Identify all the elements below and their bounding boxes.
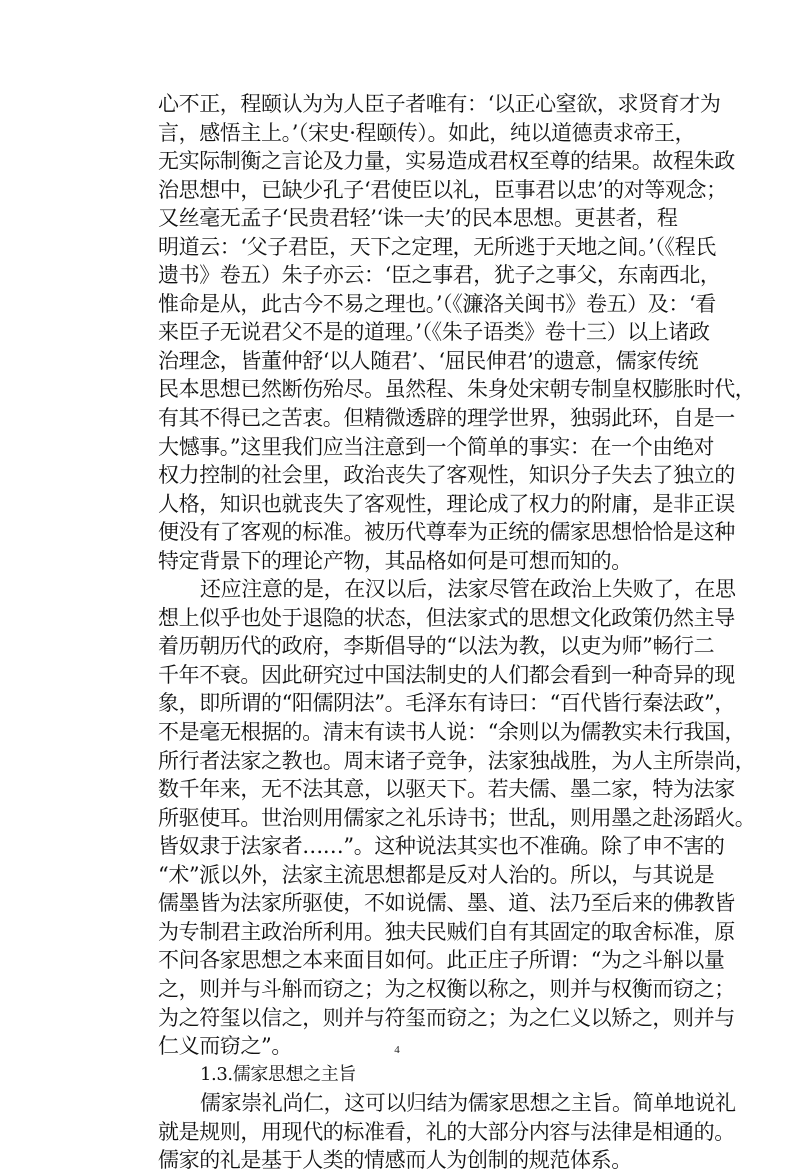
- text-line: 着历朝历代的政府，李斯倡导的“以法为教，以吏为师”畅行二: [158, 634, 715, 659]
- text-line: 想上似乎也处于退隐的状态，但法家式的思想文化政策仍然主导: [158, 605, 735, 630]
- text-line: 言，感悟主上。’（宋史·程颐传）。如此，纯以道德责求帝王，: [158, 120, 696, 145]
- text-line: 人格，知识也就丧失了客观性，理论成了权力的附庸，是非正误: [158, 491, 735, 516]
- text-line: 儒家崇礼尚仁，这可以归结为儒家思想之主旨。简单地说礼: [200, 1091, 736, 1116]
- text-line: 数千年来，无不法其意，以驱天下。若夫儒、墨二家，特为法家: [158, 777, 735, 802]
- text-line: 不是毫无根据的。清末有读书人说：“余则以为儒教实未行我国，: [158, 720, 746, 745]
- page-number: 4: [394, 1044, 400, 1056]
- text-line: 心不正，程颐认为为人臣子者唯有：‘以正心窒欲，求贤育才为: [158, 92, 721, 116]
- text-line: 来臣子无说君父不是的道理。’（《朱子语类》卷十三）以上诸政: [158, 320, 710, 345]
- text-line: 不问各家思想之本来面目如何。此正庄子所谓：“为之斗斛以量: [158, 948, 725, 973]
- text-line: 又丝毫无孟子‘民贵君轻’‘诛一夫’的民本思想。更甚者，程: [158, 206, 678, 231]
- section-heading: 1.3.儒家思想之主旨: [200, 1063, 356, 1085]
- text-line: 便没有了客观的标准。被历代尊奉为正统的儒家思想恰恰是这种: [158, 520, 735, 545]
- text-line: 为专制君主政治所利用。独夫民贼们自有其固定的取舍标准，原: [158, 919, 735, 944]
- text-line: 象，即所谓的“阳儒阴法”。毛泽东有诗曰：“百代皆行秦法政”，: [158, 691, 735, 716]
- text-line: 为之符玺以信之，则并与符玺而窃之；为之仁义以矫之，则并与: [158, 1005, 735, 1030]
- text-line: 皆奴隶于法家者……”。这种说法其实也不准确。除了申不害的: [158, 834, 725, 859]
- paragraph-2: [158, 575, 756, 1060]
- text-line: 遗书》卷五）朱子亦云：‘臣之事君，犹子之事父，东南西北，: [158, 263, 721, 288]
- text-line: 大憾事。”这里我们应当注意到一个简单的事实：在一个由绝对: [158, 434, 715, 459]
- text-line: 所行者法家之教也。周末诸子竞争，法家独战胜，为人主所崇尚，: [158, 748, 756, 773]
- text-line: 有其不得已之苦衷。但精微透辟的理学世界，独弱此环，自是一: [158, 406, 735, 431]
- text-line: 治理念，皆董仲舒‘以人随君’、‘屈民伸君’的遗意，儒家传统: [158, 348, 699, 373]
- text-line: 权力控制的社会里，政治丧失了客观性，知识分子失去了独立的: [158, 463, 735, 488]
- body-text: [158, 90, 756, 1175]
- text-line: 特定背景下的理论产物，其品格如何是可想而知的。: [158, 548, 632, 573]
- text-line: 千年不衰。因此研究过中国法制史的人们都会看到一种奇异的现: [158, 662, 735, 687]
- text-line: 所驱使耳。世治则用儒家之礼乐诗书；世乱，则用墨之赴汤蹈火。: [158, 805, 756, 830]
- text-line: 明道云：‘父子君臣，天下之定理，无所逃于天地之间。’（《程氏: [158, 234, 716, 259]
- text-line: 就是规则，用现代的标准看，礼的大部分内容与法律是相通的。: [158, 1119, 735, 1144]
- text-line: 惟命是从，此古今不易之理也。’（《濂洛关闽书》卷五）及：‘看: [158, 291, 716, 316]
- text-line: 之，则并与斗斛而窃之；为之权衡以称之，则并与权衡而窃之；: [158, 976, 735, 1001]
- text-line: 民本思想已然断伤殆尽。虽然程、朱身处宋朝专制皇权膨胀时代，: [158, 377, 756, 402]
- text-line: 仁义而窃之”。: [158, 1034, 292, 1059]
- paragraph-1: [158, 90, 756, 575]
- text-line: 还应注意的是，在汉以后，法家尽管在政治上失败了，在思: [200, 577, 736, 602]
- text-line: 治思想中，已缺少孔子‘君使臣以礼，臣事君以忠’的对等观念；: [158, 177, 727, 202]
- text-line: 儒家的礼是基于人类的情感而人为创制的规范体系。: [158, 1148, 632, 1173]
- text-line: 无实际制衡之言论及力量，实易造成君权至尊的结果。故程朱政: [158, 149, 735, 174]
- text-line: 儒墨皆为法家所驱使，不如说儒、墨、道、法乃至后来的佛教皆: [158, 891, 735, 916]
- text-line: “术”派以外，法家主流思想都是反对人治的。所以，与其说是: [158, 862, 715, 887]
- paragraph-3: [158, 1089, 736, 1175]
